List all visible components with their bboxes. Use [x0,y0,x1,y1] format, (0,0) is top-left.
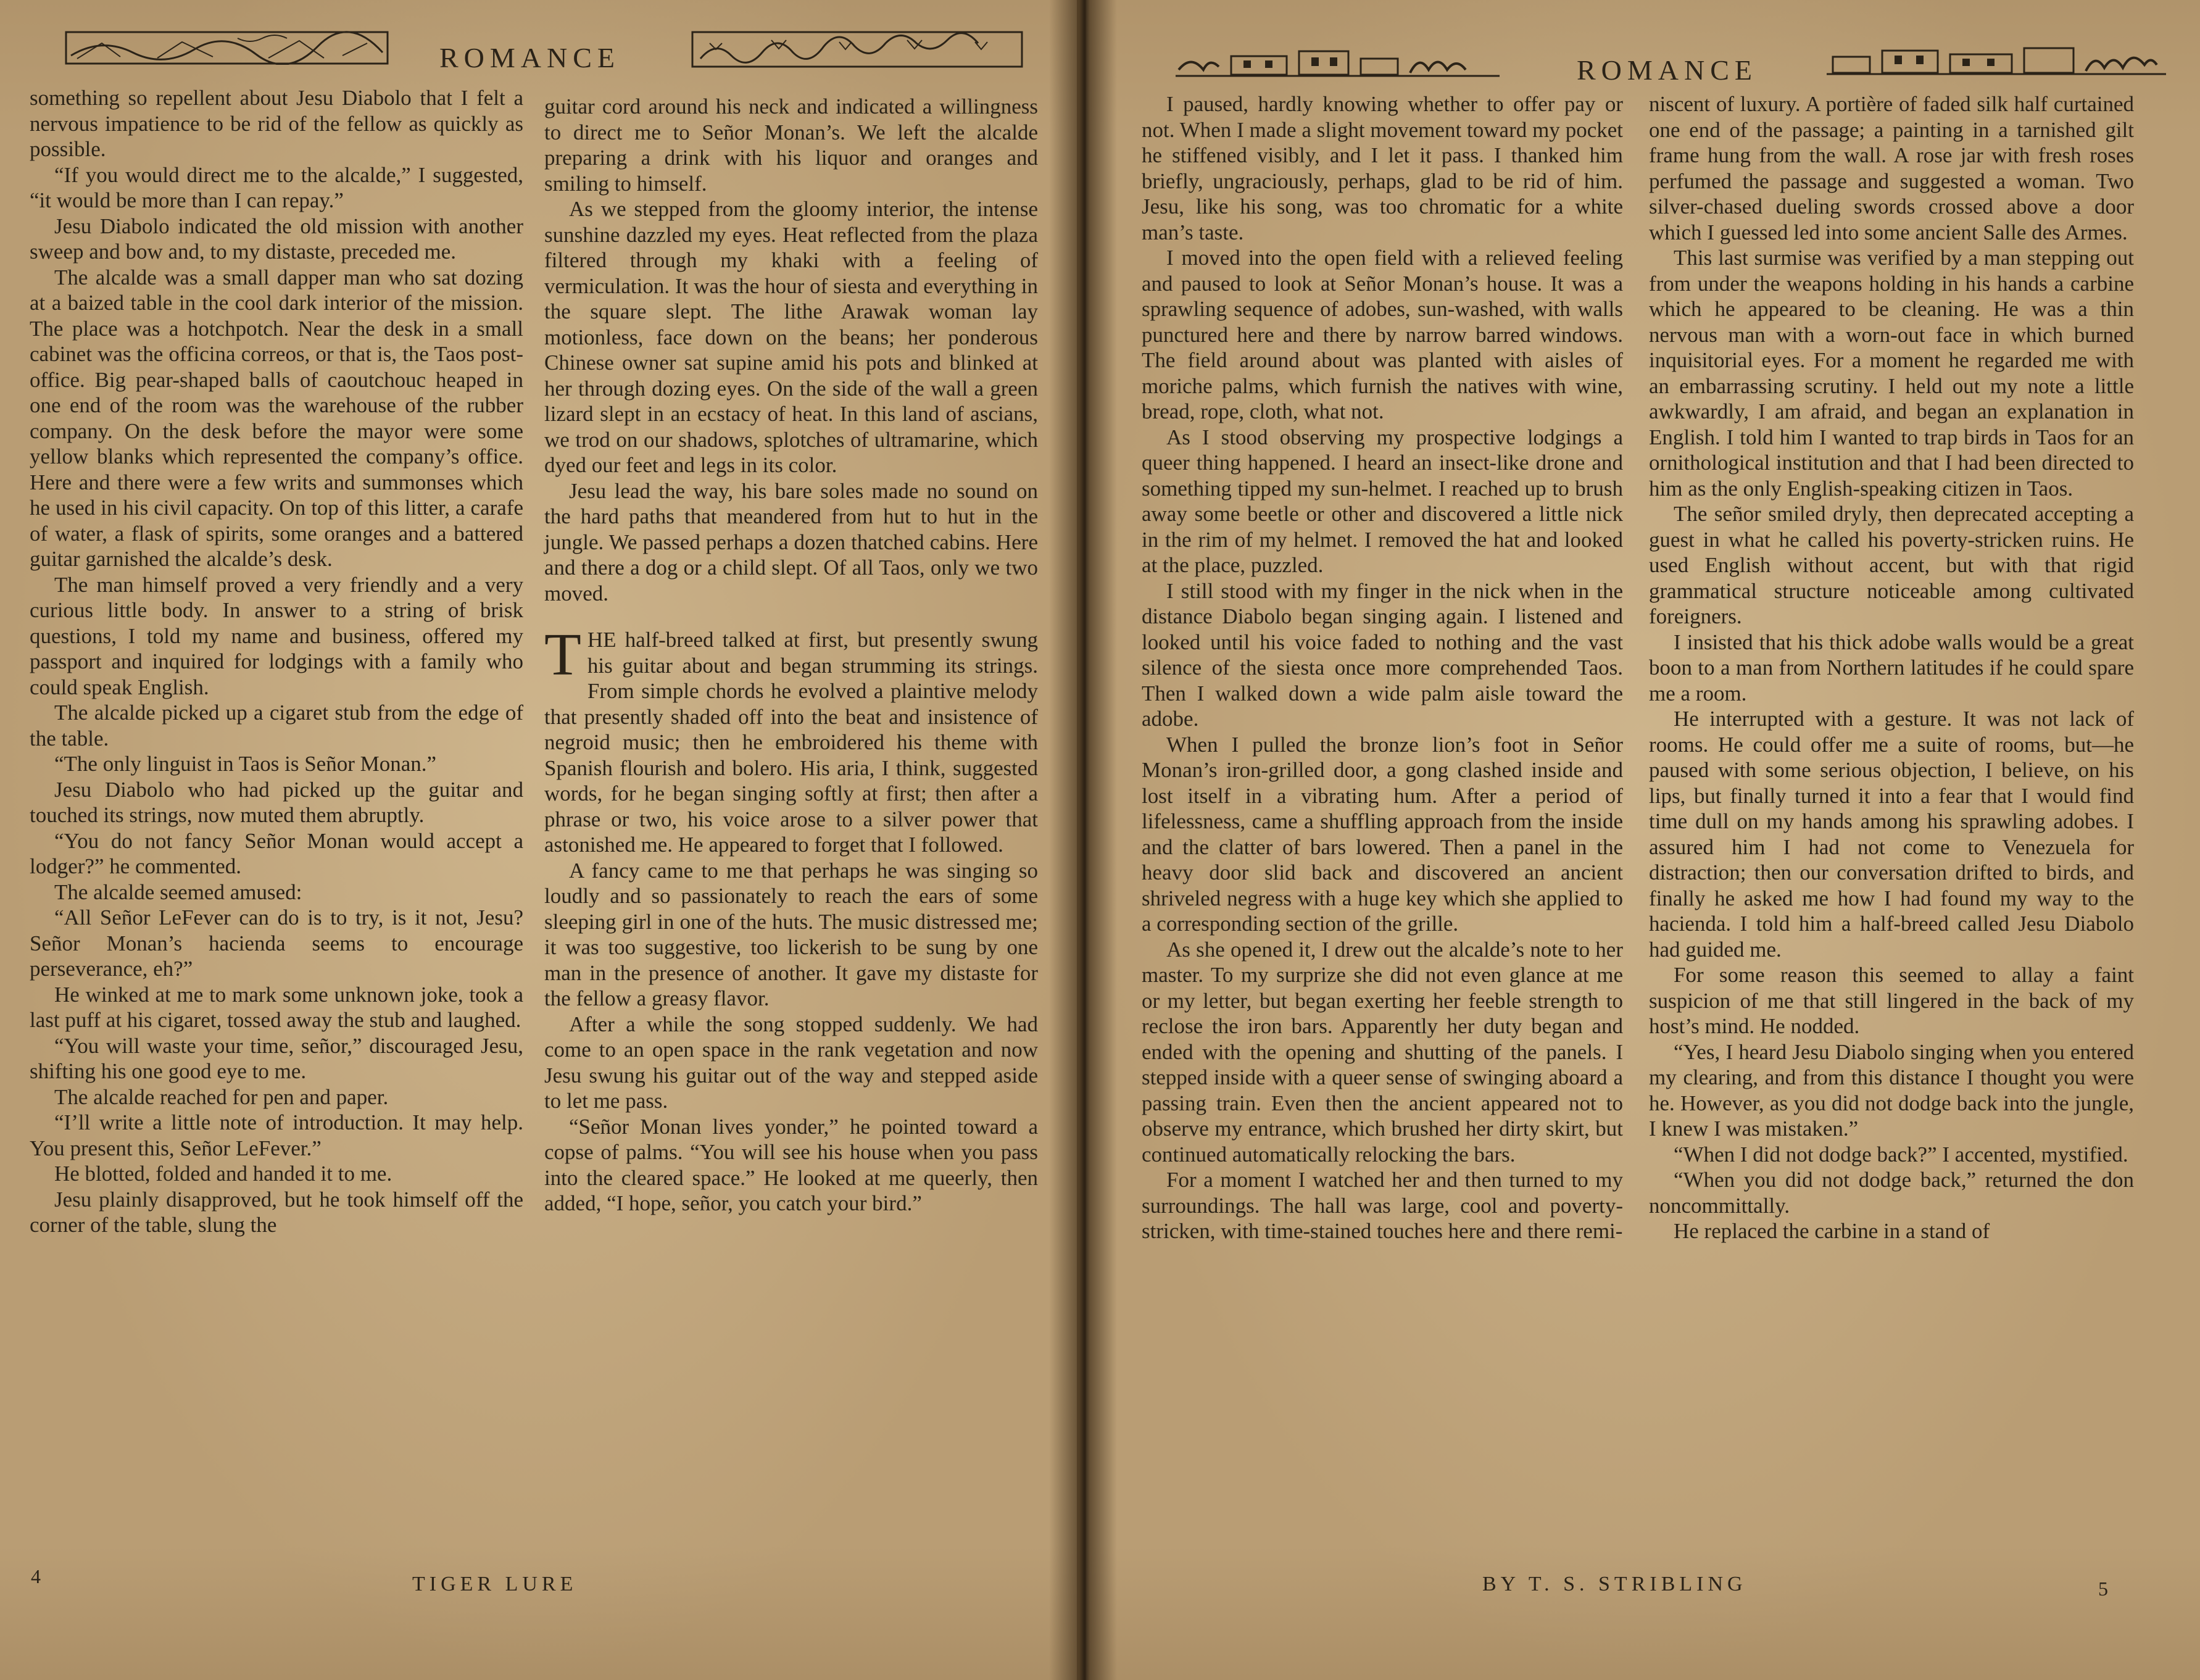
paragraph: The alcalde reached for pen and paper. [54,1084,389,1109]
paragraph: As she opened it, I drew out the alcalde’s note to her master. To my surprize she did not even glance at me or my letter, but began exerting her feeble strength to reclose the iron bars. Apparently her duty began and ended with the opening and shutting of the panels. I stepped inside with a queer sense of swinging aboard a passing train. Even then the ancient appeared not to observe my entrance, which brushed her dirty skirt, but continued automatically relocking the bars. [1142,937,1623,1166]
paragraph: A fancy came to me that perhaps he was singing so loudly and so passionately to reach the ears of some sleeping girl in one of the huts. The music distressed me; it was too suggestive, too lickerish to be sung by one man in the presence of another. It gave my distaste for the fellow a greasy flavor. [544,858,1038,1010]
drop-cap: T [544,622,581,688]
paragraph: As we stepped from the gloomy interior, the intense sunshine dazzled my eyes. Heat reflected from the plaza filtered through my khaki with a feeling of vermiculation. It was the hour of siesta and everything in the square slept. The lithe Arawak woman lay motionless, face down on the beans; her ponderous Chinese owner sat supine amid his pots and blinked at her through dozing eyes. On the side of the wall a green lizard slept in an ecstacy of heat. In this land of ascians, we trod on our shadows, splotches of ultramarine, which dyed our feet and legs in its color. [544,197,1038,477]
paragraph: “When I did not dodge back?” I accented, mystified. [1674,1142,2128,1166]
paragraph: The alcalde was a small dapper man who sat dozing at a baized table in the cool dark interior of the mission. The place was a hotchpotch. Near the desk in a small cabinet was the officina correos, or that is, the Taos post-office. Big pear-shaped balls of caoutchouc heaped in one end of the room was the warehouse of the rubber company. On the desk before the mayor were some yellow blanks which represented the company’s office. Here and there were a few writs and summonses which he used in his civil capacity. On top of this litter, a carafe of water, a flask of spirits, some oranges and a battered guitar garnished the alcalde’s desk. [30,265,523,571]
footer-title: TIGER LURE [412,1573,578,1595]
paragraph: He winked at me to mark some unknown joke, took a last puff at his cigaret, tossed away the stub and laughed. [30,982,523,1032]
paragraph: This last surmise was verified by a man stepping out from under the weapons holding in his hands a carbine which he appeared to be cleaning. He was a thin nervous man with a worn-out face in which burned inquisitorial eyes. For a moment he regarded me with an embarrassing scrutiny. I held out my note a little awkwardly, I am afraid, and began an explanation in English. I told him I wanted to trap birds in Taos for an ornithological institution and that I had been directed to him as the only English-speaking citizen in Taos. [1649,246,2134,501]
paragraph: For a moment I watched her and then turned to my surroundings. The hall was large, cool and poverty-stricken, with time-stained touches here and there remi- [1142,1168,1623,1243]
paragraph: I still stood with my finger in the nick when in the distance Diabolo began singing again. I listened and looked until his voice faded to nothing and the vast silence of the siesta once more comprehended Taos. Then I walked down a wide palm aisle toward the adobe. [1142,578,1623,731]
running-head-title: ROMANCE [439,42,621,73]
paragraph: Jesu Diabolo who had picked up the guitar and touched its strings, now muted them abruptly. [30,777,523,827]
paragraph: “I’ll write a little note of introduction. It may help. You present this, Señor LeFever.” [30,1110,523,1160]
paragraph: “If you would direct me to the alcalde,” I suggested, “it would be more than I can repay.” [30,162,523,212]
paragraph: The man himself proved a very friendly and a very curious little body. In answer to a string of brisk questions, I told my name and business, offered my passport and inquired for lodgings with a family who could speak English. [30,572,523,699]
paragraph: He interrupted with a gesture. It was not lack of rooms. He could offer me a suite of rooms, but—he paused with some serious objection, I believe, on his lips, but finally turned it into a fear that I would find time dull on my hands among his sprawling adobes. I assured him I had not come to Venezuela for distraction; then our conversation drifted to birds, and finally he asked me how I had found my way to the hacienda. I told him a half-breed called Jesu Diabolo had guided me. [1649,707,2134,962]
left-page [0,0,1077,1680]
left-column-2 [544,94,1038,1216]
right-column-2 [1649,91,2134,1244]
page-number: 4 [31,1565,41,1587]
header-ornament-left [65,31,389,65]
section-opening-paragraph [544,622,1038,858]
paragraph: He replaced the carbine in a stand of [1674,1219,1990,1243]
paragraph: “Señor Monan lives yonder,” he pointed toward a copse of palms. “You will see his house when you pass into the cleared space.” He looked at me queerly, then added, “I hope, señor, you catch your bird.” [544,1114,1038,1215]
paragraph: “All Señor LeFever can do is to try, is it not, Jesu? Señor Monan’s hacienda seems to encourage perseverance, eh?” [30,905,523,981]
running-header [1142,28,2166,86]
paragraph: For some reason this seemed to allay a faint suspicion of me that still lingered in the back of my host’s mind. He nodded. [1649,963,2134,1038]
paragraph: The alcalde picked up a cigaret stub from the edge of the table. [30,701,523,751]
right-page [1086,0,2200,1680]
right-column-1 [1142,91,1623,1244]
running-header [62,28,1024,83]
paragraph: “When you did not dodge back,” returned the don noncommittally. [1649,1168,2134,1218]
paragraph: niscent of luxury. A portière of faded silk half curtained one end of the passage; a painting in a tarnished gilt frame hung from the wall. A rose jar with fresh roses perfumed the passage and suggested a woman. Two silver-chased dueling swords crossed above a door which I guessed led into some ancient Salle des Armes. [1649,92,2134,244]
paragraph: Jesu plainly disapproved, but he took himself off the corner of the table, slung the [30,1187,523,1237]
paragraph: As I stood observing my prospective lodgings a queer thing happened. I heard an insect-like drone and something tipped my sun-helmet. I reached up to brush away some beetle or other and discovered a little nick in the rim of my helmet. I removed the hat and looked at the place, puzzled. [1142,425,1623,577]
paragraph: The señor smiled dryly, then deprecated accepting a guest in what he called his poverty-stricken ruins. He used English without accent, but with that rigid grammatical structure noticeable among cultivated foreigners. [1649,502,2134,628]
paragraph: “The only linguist in Taos is Señor Monan.” [54,752,437,776]
header-ornament-right [1827,43,2166,80]
paragraph: something so repellent about Jesu Diabolo that I felt a nervous impatience to be rid of the fellow as quickly as possible. [30,86,523,161]
paragraph: After a while the song stopped suddenly. We had come to an open space in the rank vegetation and now Jesu swung his guitar out of the way and stepped aside to let me pass. [544,1012,1038,1113]
paragraph: I moved into the open field with a relieved feeling and paused to look at Señor Monan’s house. It was a sprawling sequence of adobes, sun-washed, with walls punctured here and there by narrow barred windows. The field around about was planted with aisles of moriche palms, which furnish the natives with wine, bread, rope, cloth, what not. [1142,246,1623,423]
paragraph: “You do not fancy Señor Monan would accept a lodger?” he commented. [30,828,523,878]
paragraph: Jesu Diabolo indicated the old mission with another sweep and bow and, to my distaste, preceded me. [30,214,523,264]
paragraph: guitar cord around his neck and indicated a willingness to direct me to Señor Monan’s. We left the alcalde preparing a drink with his liquor and oranges and smiling to himself. [544,94,1038,196]
paragraph: The alcalde seemed amused: [54,880,302,904]
header-ornament-left [1176,45,1500,82]
running-head-title: ROMANCE [1577,54,1758,86]
paragraph: I insisted that his thick adobe walls would be a great boon to a man from Northern latitudes if he could spare me a room. [1649,630,2134,705]
paragraph: “You will waste your time, señor,” discouraged Jesu, shifting his one good eye to me. [30,1033,523,1083]
book-gutter [1049,0,1117,1680]
header-ornament-right [691,31,1023,68]
footer-byline: BY T. S. STRIBLING [1482,1573,1747,1595]
section-opening-text: HE half-breed talked at first, but presently swung his guitar about and began strumming its strings. From simple chords he evolved a plaintive melody that presently shaded off into the beat and insistence of negroid music; then he embroidered his theme with Spanish flourish and bolero. His aria, I think, suggested words, for he began singing softly at first; then after a phrase or two, his voice arose to a silver power that astonished me. He appeared to forget that I followed. [544,628,1038,857]
paragraph: He blotted, folded and handed it to me. [54,1162,392,1186]
left-column-1 [30,85,523,1238]
page-number: 5 [2098,1578,2108,1600]
paragraph: When I pulled the bronze lion’s foot in Señor Monan’s iron-grilled door, a gong clashed inside and lost itself in a vibrating hum. After a period of lifelessness, came a shuffling approach from the inside and the clatter of bars lowered. Then a panel in the heavy door slid back and discovered an ancient shriveled negress with a huge key which she applied to a corresponding section of the grille. [1142,732,1623,936]
paragraph: Jesu lead the way, his bare soles made no sound on the hard paths that meandered from hut to hut in the jungle. We passed perhaps a dozen thatched cabins. Here and there a dog or a child slept. Of all Taos, only we two moved. [544,478,1038,605]
paragraph: “Yes, I heard Jesu Diabolo singing when you entered my clearing, and from this distance I thought you were he. However, as you did not dodge back into the jungle, I knew I was mistaken.” [1649,1039,2134,1141]
paragraph: I paused, hardly knowing whether to offer pay or not. When I made a slight movement toward my pocket he stiffened visibly, and I let it pass. I thanked him briefly, ungraciously, perhaps, glad to be rid of him. Jesu, like his song, was too chromatic for a white man’s taste. [1142,92,1623,244]
